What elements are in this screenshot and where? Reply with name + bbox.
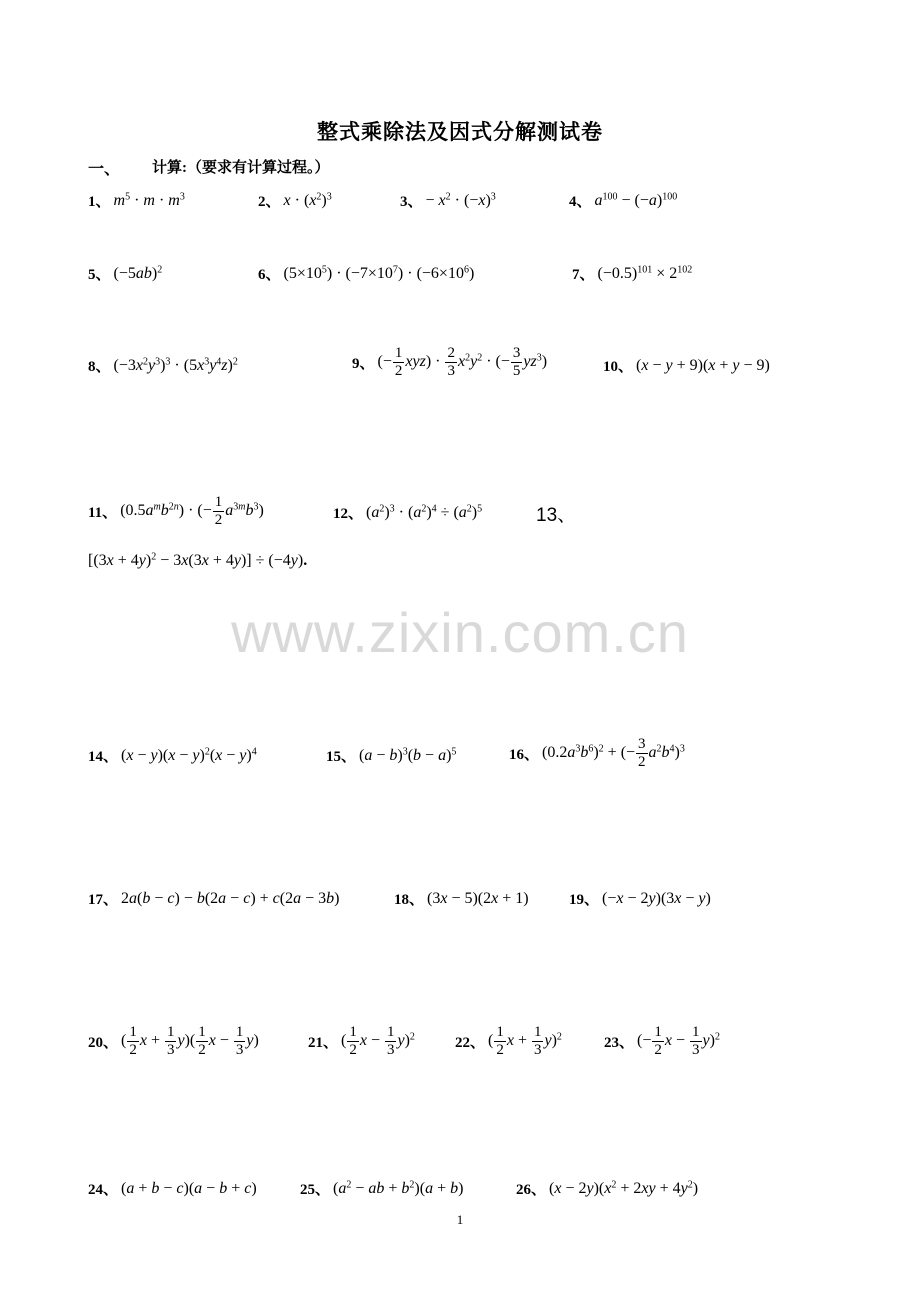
problem-number: 7、 <box>572 267 595 283</box>
problem-12 <box>333 502 482 523</box>
problem-number: 14、 <box>88 749 119 765</box>
problem-26 <box>516 1178 698 1199</box>
problem-21 <box>308 1025 415 1058</box>
problem-expression: $(5\times 10^5) \cdot (-7\times 10^7) \cdot (-6\times 10^6)$ <box>283 264 475 282</box>
problem-10 <box>603 355 770 376</box>
section-instruction: 计算:（要求有计算过程。） <box>152 160 330 176</box>
problem-2 <box>258 190 332 211</box>
problem-19 <box>569 888 711 909</box>
problem-number: 26、 <box>516 1182 547 1198</box>
problem-6 <box>258 263 474 284</box>
problem-number: 10、 <box>603 359 634 375</box>
problem-number: 21、 <box>308 1035 339 1051</box>
problem-number: 12、 <box>333 506 364 522</box>
page-title: 整式乘除法及因式分解测试卷 <box>317 120 603 144</box>
problem-9 <box>352 346 547 379</box>
problem-23 <box>604 1025 720 1058</box>
problem-number: 5、 <box>88 267 111 283</box>
problem-expression: ( $\frac{1}{2}$ x − $\frac{1}{3}$ y)$^2$ <box>341 1024 415 1058</box>
problem-number: 11、 <box>88 505 118 521</box>
problem-expression: (−x − 2y)(3x − y) <box>602 889 711 907</box>
problem-expression: $(x - y)(x - y)^2(x - y)^4$ <box>121 746 257 764</box>
problem-expression: (x − y + 9)(x + y − 9) <box>636 356 770 374</box>
problem-expression: (− $\frac{1}{2}$ xyz) · $\frac{2}{3}$ $x^2y^2$ · (− $\frac{3}{5}$ $yz^3$) <box>377 345 548 379</box>
problem-number: 2、 <box>258 194 281 210</box>
problem-expression: $m^5 \cdot m \cdot m^3$ <box>113 191 185 209</box>
problem-expression: $(a^2)^3 \cdot (a^2)^4 \div (a^2)^5$ <box>366 503 483 521</box>
problem-number: 16、 <box>509 747 540 763</box>
problem-16 <box>509 737 685 770</box>
problem-expression: $(-3x^2y^3)^3 \cdot (5x^3y^4z)^2$ <box>113 356 238 374</box>
problem-5 <box>88 263 162 284</box>
problem-number: 1、 <box>88 194 111 210</box>
problem-8 <box>88 355 238 376</box>
problem-20 <box>88 1025 259 1058</box>
problem-14 <box>88 745 257 766</box>
problem-number: 3、 <box>400 194 423 210</box>
problem-number: 9、 <box>352 356 375 372</box>
problem-3 <box>400 190 496 211</box>
problem-number: 20、 <box>88 1035 119 1051</box>
problem-25 <box>300 1178 463 1199</box>
problem-18 <box>394 888 529 909</box>
page-number: 1 <box>456 1212 464 1227</box>
problem-expression: ( $\frac{1}{2}$ x + $\frac{1}{3}$ y)$^2$ <box>488 1024 562 1058</box>
problem-24 <box>88 1178 257 1199</box>
watermark: www.zixin.com.cn <box>231 601 689 664</box>
problem-number: 25、 <box>300 1182 331 1198</box>
problem-4 <box>569 190 677 211</box>
problem-expression: ($a^2$ − ab + $b^2)(a + b)$ <box>333 1179 464 1197</box>
problem-expression: $(a - b)^3(b - a)^5$ <box>359 746 457 764</box>
problem-expression: (3x − 5)(2x + 1) <box>427 889 529 907</box>
problem-expression: $(x - 2y)(x^2 + 2xy + 4y^2)$ <box>549 1179 699 1197</box>
problem-expression: ( $\frac{1}{2}$ x + $\frac{1}{3}$ y)( $\frac{1}{2}$ x − $\frac{1}{3}$ y) <box>121 1024 259 1058</box>
problem-expression: $a^{100} - (-a)^{100}$ <box>594 191 678 209</box>
problem-expression: $x \cdot (x^2)^3$ <box>283 191 332 209</box>
problem-expression: 2a(b − c) − b(2a − c) + c(2a − 3b) <box>121 889 340 907</box>
problem-number: 6、 <box>258 267 281 283</box>
problem-number: 13、 <box>536 505 577 526</box>
problem-13 <box>536 500 579 527</box>
problem-expression: $(0.5a^mb^{2n})$ · (− $\frac{1}{2}$ $a^{3m}b^3$) <box>120 494 264 528</box>
problem-number: 8、 <box>88 359 111 375</box>
problem-1 <box>88 190 185 211</box>
problem-expression: (− $\frac{1}{2}$ x − $\frac{1}{3}$ y)$^2$ <box>637 1024 720 1058</box>
problem-number: 17、 <box>88 892 119 908</box>
problem-13-expression <box>88 552 307 570</box>
problem-17 <box>88 888 339 909</box>
problem-expression: $(-0.5)^{101} \times 2^{102}$ <box>597 264 693 282</box>
problem-expression: − $x^2 \cdot (-x)^3$ <box>425 191 496 209</box>
problem-number: 15、 <box>326 749 357 765</box>
problem-11 <box>88 495 264 528</box>
problem-7 <box>572 263 692 284</box>
problem-number: 22、 <box>455 1035 486 1051</box>
problem-15 <box>326 745 456 766</box>
problem-number: 4、 <box>569 194 592 210</box>
problem-expression: $(-5ab)^2$ <box>113 264 163 282</box>
problem-number: 19、 <box>569 892 600 908</box>
problem-expression: (a + b − c)(a − b + c) <box>121 1179 257 1197</box>
section-number: 一、 <box>88 161 121 178</box>
problem-number: 24、 <box>88 1182 119 1198</box>
problem-number: 23、 <box>604 1035 635 1051</box>
problem-expression: $(0.2a^3b^6)^2$ + (− $\frac{3}{2}$ $a^2b^4)^3$ <box>542 736 685 770</box>
problem-expression: $[(3x + 4y)^2 - 3x(3x + 4y)] \div (-4y)$. <box>88 551 308 569</box>
problem-number: 18、 <box>394 892 425 908</box>
problem-22 <box>455 1025 562 1058</box>
